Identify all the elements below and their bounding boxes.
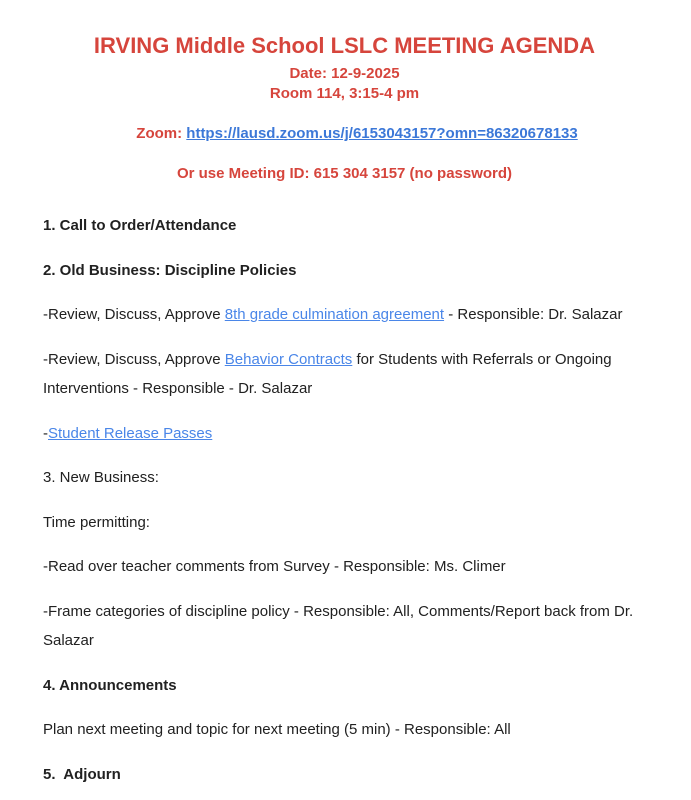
agenda-item-adjourn: 5. Adjourn — [43, 765, 121, 783]
culmination-agreement-link[interactable]: 8th grade culmination agreement — [224, 306, 445, 323]
behavior-contracts-link[interactable]: Behavior Contracts — [224, 350, 353, 368]
agenda-item-plan-next-meeting: Plan next meeting and topic for next meeting (5 min) - Responsible: All — [43, 721, 511, 738]
zoom-line — [33, 104, 656, 164]
agenda-item-announcements: 4. Announcements — [43, 676, 177, 694]
zoom-meeting-link[interactable]: https://lausd.zoom.us/j/6153043157?omn=86320678133 — [186, 125, 578, 142]
meeting-id-line: Or use Meeting ID: 615 304 3157 (no password) — [176, 165, 513, 182]
zoom-label: Zoom: — [136, 125, 187, 142]
agenda-item-culmination-agreement — [43, 300, 646, 330]
agenda-item-call-to-order: 1. Call to Order/Attendance — [43, 217, 237, 234]
time-permitting-label: Time permitting: — [43, 513, 150, 531]
student-release-passes-link[interactable]: Student Release Passes — [48, 424, 213, 442]
culmination-text-post: - Responsible: Dr. Salazar — [444, 306, 623, 323]
release-passes-dash: - — [43, 424, 48, 442]
behavior-text-pre: -Review, Discuss, Approve — [43, 350, 225, 368]
agenda-item-frame-categories: -Frame categories of discipline policy - Responsible: All, Comments/Report back from Dr. Salazar — [43, 602, 638, 649]
behavior-text-post: for Students with Referrals or Ongoing Interventions - Responsible - Dr. Salazar — [43, 350, 616, 397]
agenda-item-old-business: 2. Old Business: Discipline Policies — [43, 261, 297, 279]
agenda-item-student-release-passes — [43, 419, 646, 449]
agenda-body — [43, 211, 646, 789]
agenda-item-new-business: 3. New Business: — [43, 469, 159, 486]
meeting-room-time: Room 114, 3:15-4 pm — [269, 85, 420, 102]
meeting-date: Date: 12-9-2025 — [289, 65, 400, 82]
page-title: IRVING Middle School LSLC MEETING AGENDA — [93, 33, 596, 58]
culmination-text-pre: -Review, Discuss, Approve — [43, 306, 225, 323]
document-header — [33, 32, 656, 184]
agenda-item-teacher-comments: -Read over teacher comments from Survey - Responsible: Ms. Climer — [43, 558, 506, 575]
agenda-item-behavior-contracts — [43, 345, 646, 404]
